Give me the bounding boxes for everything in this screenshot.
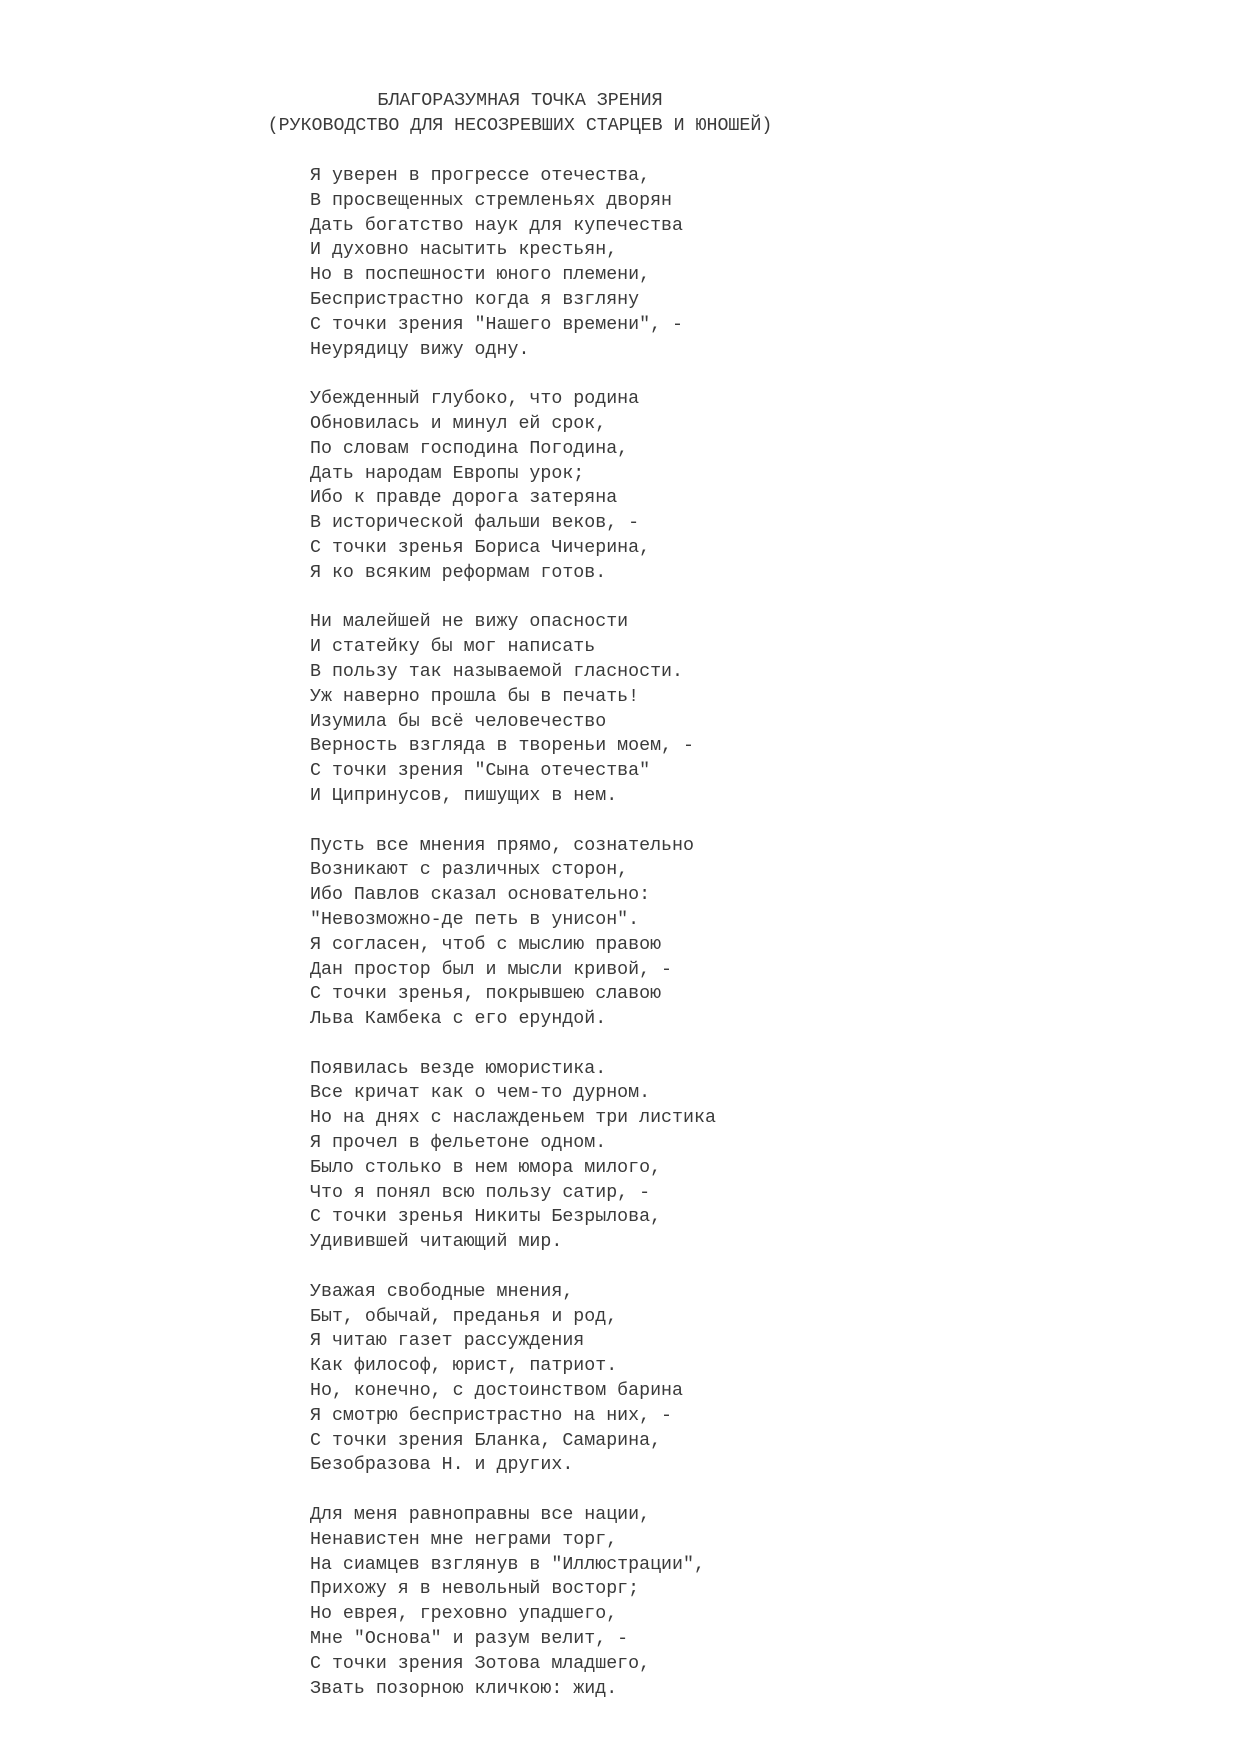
poem-line: Уважая свободные мнения, — [310, 1281, 574, 1302]
poem-line: Дать богатство наук для купечества — [310, 215, 683, 236]
poem-line: С точки зрения Зотова младшего, — [310, 1653, 651, 1674]
poem-line: Дать народам Европы урок; — [310, 463, 585, 484]
poem-line: Ни малейшей не вижу опасности — [310, 612, 629, 633]
poem-line: Прихожу я в невольный восторг; — [310, 1579, 640, 1600]
poem-line: Ибо к правде дорога затеряна — [310, 488, 618, 509]
poem-line: "Невозможно-де петь в унисон". — [310, 909, 640, 930]
poem-line: Ибо Павлов сказал основательно: — [310, 885, 651, 906]
document-subtitle: (РУКОВОДСТВО ДЛЯ НЕСОЗРЕВШИХ СТАРЦЕВ И ЮНОШЕЙ) — [267, 116, 773, 136]
poem-line: Дан простор был и мысли кривой, - — [310, 959, 673, 980]
poem-line: Быт, обычай, преданья и род, — [310, 1306, 618, 1327]
poem-line: Было столько в нем юмора милого, — [310, 1157, 662, 1178]
poem-line: Неурядицу вижу одну. — [310, 339, 530, 360]
poem-line: В просвещенных стремленьях дворян — [310, 190, 673, 211]
stanza — [310, 387, 1210, 585]
poem-line: Безобразова Н. и других. — [310, 1455, 574, 1476]
poem-line: Возникают с различных сторон, — [310, 860, 629, 881]
stanza — [310, 164, 1210, 362]
poem-line: Верность взгляда в твореньи моем, - — [310, 736, 694, 757]
poem-line: Пусть все мнения прямо, сознательно — [310, 835, 694, 856]
poem-line: Обновилась и минул ей срок, — [310, 413, 607, 434]
poem-line: Все кричат как о чем-то дурном. — [310, 1083, 651, 1104]
stanza — [310, 834, 1210, 1032]
poem-line: На сиамцев взглянув в "Иллюстрации", — [310, 1554, 705, 1575]
poem-line: Ненавистен мне неграми торг, — [310, 1529, 618, 1550]
poem-line: Как философ, юрист, патриот. — [310, 1356, 618, 1377]
poem-line: Беспристрастно когда я взгляну — [310, 289, 640, 310]
poem-line: Льва Камбека с его ерундой. — [310, 1009, 607, 1030]
poem-line: С точки зренья, покрывшею славою — [310, 984, 662, 1005]
poem-line: И статейку бы мог написать — [310, 637, 596, 658]
poem-line: Я уверен в прогрессе отечества, — [310, 166, 651, 186]
poem-line: С точки зрения Бланка, Самарина, — [310, 1430, 662, 1451]
poem-line: Я ко всяким реформам готов. — [310, 562, 607, 583]
poem-line: С точки зрения "Нашего времени", - — [310, 314, 683, 335]
poem-line: В пользу так называемой гласности. — [310, 661, 683, 682]
poem-line: И Ципринусов, пишущих в нем. — [310, 785, 618, 806]
stanza — [310, 1057, 1210, 1255]
poem-line: Уж наверно прошла бы в печать! — [310, 686, 640, 707]
poem-line: Убежденный глубоко, что родина — [310, 389, 640, 410]
poem-line: Для меня равноправны все нации, — [310, 1505, 651, 1526]
poem-line: И духовно насытить крестьян, — [310, 240, 618, 261]
poem-line: Я смотрю беспристрастно на них, - — [310, 1405, 673, 1426]
poem-line: С точки зренья Бориса Чичерина, — [310, 537, 651, 558]
stanza — [310, 1280, 1210, 1478]
poem-line: Что я понял всю пользу сатир, - — [310, 1182, 651, 1203]
stanza — [310, 610, 1210, 808]
poem-line: Но еврея, греховно упадшего, — [310, 1604, 618, 1625]
poem-line: Но на днях с наслажденьем три листика — [310, 1108, 716, 1129]
poem-line: С точки зренья Никиты Безрылова, — [310, 1207, 662, 1228]
poem-line: Изумила бы всё человечество — [310, 711, 607, 732]
poem-line: Но в поспешности юного племени, — [310, 265, 651, 286]
poem-line: По словам господина Погодина, — [310, 438, 629, 459]
poem-line: С точки зрения "Сына отечества" — [310, 761, 651, 782]
poem-line: Я согласен, чтоб с мыслию правою — [310, 934, 662, 955]
poem-line: Звать позорною кличкою: жид. — [310, 1678, 618, 1699]
poem-line: Удивившей читающий мир. — [310, 1232, 563, 1253]
poem-line: Появилась везде юмористика. — [310, 1058, 607, 1079]
stanza — [310, 1503, 1210, 1701]
document-title: БЛАГОРАЗУМНАЯ ТОЧКА ЗРЕНИЯ — [377, 91, 663, 111]
poem-line: Но, конечно, с достоинством барина — [310, 1381, 683, 1402]
poem-line: Я читаю газет рассуждения — [310, 1331, 585, 1352]
poem-line: В исторической фальши веков, - — [310, 513, 640, 534]
poem-line: Я прочел в фельетоне одном. — [310, 1133, 607, 1154]
poem-line: Мне "Основа" и разум велит, - — [310, 1629, 629, 1650]
poem-body — [310, 164, 1210, 1726]
